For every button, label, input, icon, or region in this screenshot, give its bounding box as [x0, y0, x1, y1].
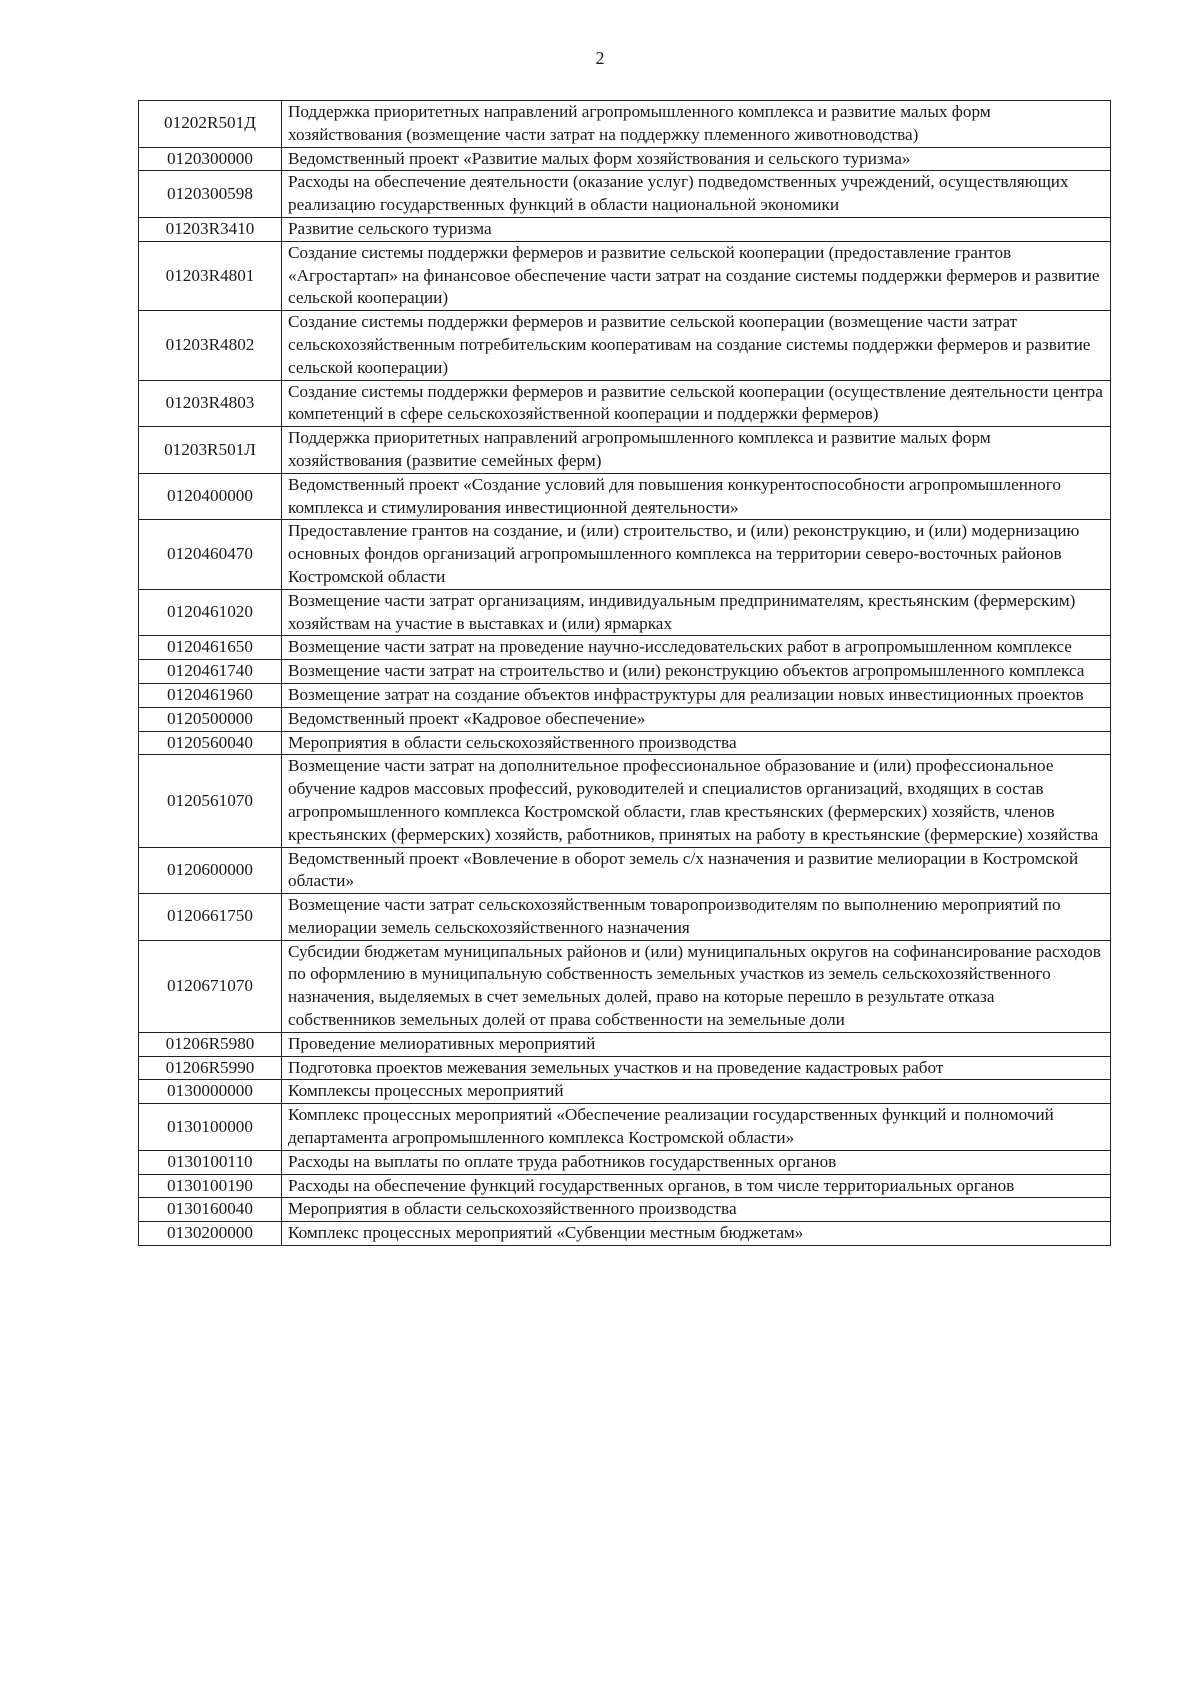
row-code: 01203R501Л — [139, 427, 282, 474]
row-description: Создание системы поддержки фермеров и развитие сельской кооперации (возмещение части затрат сельскохозяйственным потребительским кооперативам на создание системы поддержки фермеров и развитие сельской кооперации) — [282, 311, 1111, 380]
table-row — [139, 636, 1111, 660]
row-code: 01206R5980 — [139, 1032, 282, 1056]
table-row — [139, 1080, 1111, 1104]
row-code: 01203R4803 — [139, 380, 282, 427]
row-description: Возмещение части затрат на строительство и (или) реконструкцию объектов агропромышленного комплекса — [282, 660, 1111, 684]
row-description: Комплексы процессных мероприятий — [282, 1080, 1111, 1104]
row-code: 0120460470 — [139, 520, 282, 589]
row-code: 01203R3410 — [139, 217, 282, 241]
table-row — [139, 311, 1111, 380]
row-description: Поддержка приоритетных направлений агропромышленного комплекса и развитие малых форм хозяйствования (развитие семейных ферм) — [282, 427, 1111, 474]
table-row — [139, 707, 1111, 731]
row-description: Мероприятия в области сельскохозяйственного производства — [282, 1198, 1111, 1222]
row-description: Расходы на обеспечение функций государственных органов, в том числе территориальных органов — [282, 1174, 1111, 1198]
row-description: Комплекс процессных мероприятий «Субвенции местным бюджетам» — [282, 1222, 1111, 1246]
row-description: Проведение мелиоративных мероприятий — [282, 1032, 1111, 1056]
row-code: 0120461740 — [139, 660, 282, 684]
row-code: 0130100000 — [139, 1104, 282, 1151]
row-description: Комплекс процессных мероприятий «Обеспечение реализации государственных функций и полномочий департамента агропромышленного комплекса Костромской области» — [282, 1104, 1111, 1151]
row-code: 0130100110 — [139, 1150, 282, 1174]
row-code: 0130160040 — [139, 1198, 282, 1222]
row-code: 0130100190 — [139, 1174, 282, 1198]
row-description: Поддержка приоритетных направлений агропромышленного комплекса и развитие малых форм хозяйствования (возмещение части затрат на поддержку племенного животноводства) — [282, 101, 1111, 148]
table-row — [139, 1174, 1111, 1198]
table-row — [139, 1032, 1111, 1056]
row-description: Мероприятия в области сельскохозяйственного производства — [282, 731, 1111, 755]
table-row — [139, 1056, 1111, 1080]
table-row — [139, 755, 1111, 847]
row-code: 01203R4801 — [139, 241, 282, 310]
row-description: Ведомственный проект «Кадровое обеспечение» — [282, 707, 1111, 731]
row-description: Возмещение части затрат сельскохозяйственным товаропроизводителям по выполнению мероприятий по мелиорации земель сельскохозяйственного назначения — [282, 894, 1111, 941]
row-code: 0120300598 — [139, 171, 282, 218]
codes-table — [138, 100, 1111, 1246]
table-row — [139, 1150, 1111, 1174]
row-description: Создание системы поддержки фермеров и развитие сельской кооперации (предоставление грантов «Агростартап» на финансовое обеспечение части затрат на создание системы поддержки фермеров и развитие сельской кооперации) — [282, 241, 1111, 310]
table-row — [139, 171, 1111, 218]
table-row — [139, 731, 1111, 755]
row-description: Ведомственный проект «Вовлечение в оборот земель с/х назначения и развитие мелиорации в Костромской области» — [282, 847, 1111, 894]
table-row — [139, 147, 1111, 171]
row-code: 0120560040 — [139, 731, 282, 755]
row-code: 0120400000 — [139, 473, 282, 520]
table-row — [139, 1104, 1111, 1151]
page-number: 2 — [595, 48, 605, 68]
table-row — [139, 520, 1111, 589]
row-description: Предоставление грантов на создание, и (или) строительство, и (или) реконструкцию, и (или) модернизацию основных фондов организаций агропромышленного комплекса на территории северо-восточных районов Костромской области — [282, 520, 1111, 589]
row-description: Развитие сельского туризма — [282, 217, 1111, 241]
row-code: 0120600000 — [139, 847, 282, 894]
table-row — [139, 473, 1111, 520]
row-description: Субсидии бюджетам муниципальных районов и (или) муниципальных округов на софинансирование расходов по оформлению в муниципальную собственность земельных участков из земель сельскохозяйственного назначения, выделяемых в счет земельных долей, право на которые перешло в результате отказа собственников земельных долей от права собственности на земельные доли — [282, 940, 1111, 1032]
row-code: 0120300000 — [139, 147, 282, 171]
table-row — [139, 427, 1111, 474]
row-code: 01206R5990 — [139, 1056, 282, 1080]
table-row — [139, 217, 1111, 241]
table-row — [139, 589, 1111, 636]
row-code: 0120661750 — [139, 894, 282, 941]
row-code: 0120561070 — [139, 755, 282, 847]
row-description: Расходы на обеспечение деятельности (оказание услуг) подведомственных учреждений, осуществляющих реализацию государственных функций в области национальной экономики — [282, 171, 1111, 218]
row-code: 0120500000 — [139, 707, 282, 731]
row-description: Расходы на выплаты по оплате труда работников государственных органов — [282, 1150, 1111, 1174]
row-code: 0120461960 — [139, 683, 282, 707]
row-description: Возмещение части затрат организациям, индивидуальным предпринимателям, крестьянским (фермерским) хозяйствам на участие в выставках и (или) ярмарках — [282, 589, 1111, 636]
row-description: Возмещение затрат на создание объектов инфраструктуры для реализации новых инвестиционных проектов — [282, 683, 1111, 707]
row-description: Ведомственный проект «Развитие малых форм хозяйствования и сельского туризма» — [282, 147, 1111, 171]
table-row — [139, 101, 1111, 148]
row-code: 0130000000 — [139, 1080, 282, 1104]
row-description: Подготовка проектов межевания земельных участков и на проведение кадастровых работ — [282, 1056, 1111, 1080]
table-row — [139, 241, 1111, 310]
row-description: Возмещение части затрат на проведение научно-исследовательских работ в агропромышленном комплексе — [282, 636, 1111, 660]
table-row — [139, 660, 1111, 684]
table-row — [139, 1222, 1111, 1246]
table-row — [139, 847, 1111, 894]
row-code: 01202R501Д — [139, 101, 282, 148]
table-row — [139, 894, 1111, 941]
row-code: 0120461650 — [139, 636, 282, 660]
table-row — [139, 683, 1111, 707]
table-row — [139, 1198, 1111, 1222]
row-code: 0120461020 — [139, 589, 282, 636]
row-description: Создание системы поддержки фермеров и развитие сельской кооперации (осуществление деятельности центра компетенций в сфере сельскохозяйственной кооперации и поддержки фермеров) — [282, 380, 1111, 427]
row-description: Возмещение части затрат на дополнительное профессиональное образование и (или) профессиональное обучение кадров массовых профессий, руководителей и специалистов организаций, входящих в состав агропромышленного комплекса Костромской области, глав крестьянских (фермерских) хозяйств, членов крестьянских (фермерских) хозяйств, работников, принятых на работу в крестьянские (фермерские) хозяйства — [282, 755, 1111, 847]
row-code: 0120671070 — [139, 940, 282, 1032]
row-code: 0130200000 — [139, 1222, 282, 1246]
row-description: Ведомственный проект «Создание условий для повышения конкурентоспособности агропромышленного комплекса и стимулирования инвестиционной деятельности» — [282, 473, 1111, 520]
table-row — [139, 940, 1111, 1032]
table-row — [139, 380, 1111, 427]
row-code: 01203R4802 — [139, 311, 282, 380]
